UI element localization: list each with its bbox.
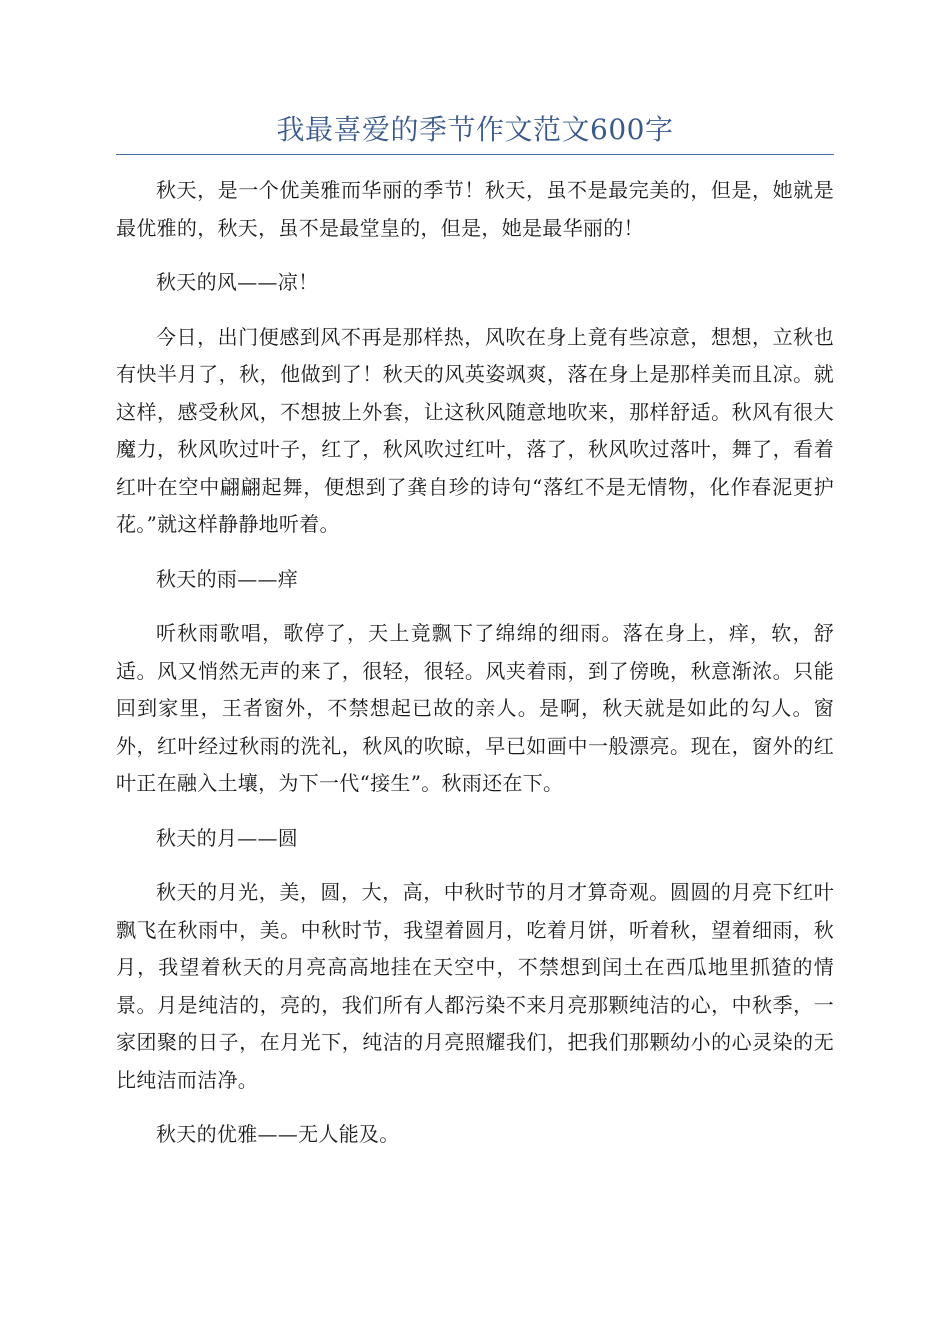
paragraph-wind: 今日，出门便感到风不再是那样热，风吹在身上竟有些凉意，想想，立秋也有快半月了，秋，他做到了！秋天的风英姿飒爽，落在身上是那样美而且凉。就这样，感受秋风，不想披上外套，让这秋风随意地吹来，那样舒适。秋风有很大魔力，秋风吹过叶子，红了，秋风吹过红叶，落了，秋风吹过落叶，舞了，看着红叶在空中翩翩起舞，便想到了龚自珍的诗句“落红不是无情物，化作春泥更护花。”就这样静静地听着。 (116, 324, 834, 536)
section-heading-wind: 秋天的风——凉！ (156, 270, 319, 294)
paragraph-rain: 听秋雨歌唱，歌停了，天上竟飘下了绵绵的细雨。落在身上，痒，软，舒适。风又悄然无声的来了，很轻，很轻。风夹着雨，到了傍晚，秋意渐浓。只能回到家里，王者窗外，不禁想起已故的亲人。是啊，秋天就是如此的勾人。窗外，红叶经过秋雨的洗礼，秋风的吹晾，早已如画中一般漂亮。现在，窗外的红叶正在融入土壤，为下一代“接生”。秋雨还在下。 (116, 621, 834, 795)
section-heading-moon: 秋天的月——圆 (156, 825, 299, 850)
article-body (116, 172, 834, 1171)
paragraph-moon: 秋天的月光，美，圆，大，高，中秋时节的月才算奇观。圆圆的月亮下红叶飘飞在秋雨中，美。中秋时节，我望着圆月，吃着月饼，听着秋，望着细雨，秋月，我望着秋天的月亮高高地挂在天空中，不禁想到闰土在西瓜地里抓猹的情景。月是纯洁的，亮的，我们所有人都污染不来月亮那颗纯洁的心，中秋季，一家团聚的日子，在月光下，纯洁的月亮照耀我们，把我们那颗幼小的心灵染的无比纯洁而洁净。 (116, 880, 834, 1092)
section-heading-rain: 秋天的雨——痒 (156, 566, 299, 591)
page-title: 我最喜爱的季节作文范文600字 (276, 113, 674, 146)
paragraph-intro: 秋天，是一个优美雅而华丽的季节！秋天，虽不是最完美的，但是，她就是最优雅的，秋天，虽不是最堂皇的，但是，她是最华丽的！ (116, 178, 834, 240)
section-heading-elegance: 秋天的优雅——无人能及。 (156, 1122, 400, 1146)
title-underline (116, 154, 834, 155)
